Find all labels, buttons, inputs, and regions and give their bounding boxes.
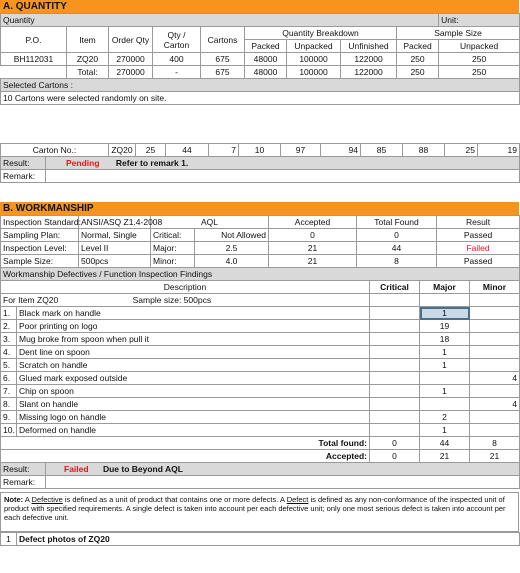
carton-number: 25 bbox=[136, 144, 166, 157]
total-order-qty: 270000 bbox=[109, 66, 153, 79]
defect-row bbox=[1, 385, 520, 398]
sample-size-total-label: Sample size: bbox=[1, 463, 370, 476]
accepted-minor: 21 bbox=[470, 450, 520, 463]
empty-cell bbox=[370, 294, 420, 307]
defect-major[interactable]: 1 bbox=[420, 385, 470, 398]
inspection-level-label: Inspection Level: bbox=[1, 242, 79, 255]
quantity-label: Quantity bbox=[1, 14, 439, 27]
total-found-minor: 8 bbox=[470, 437, 520, 450]
unit-label: Unit: bbox=[439, 14, 520, 27]
defect-number: 3. bbox=[1, 333, 17, 346]
total-unpacked: 100000 bbox=[287, 66, 341, 79]
major-aql: 2.5 bbox=[195, 242, 269, 255]
total-sample-packed: 250 bbox=[397, 66, 439, 79]
defect-critical[interactable] bbox=[370, 346, 420, 359]
defect-major[interactable]: 19 bbox=[420, 320, 470, 333]
definition-note bbox=[0, 492, 519, 532]
header-po: P.O. bbox=[1, 27, 67, 53]
header-item: Item bbox=[67, 27, 109, 53]
defect-number: 9. bbox=[1, 411, 17, 424]
header-breakdown: Quantity Breakdown bbox=[245, 27, 397, 40]
critical-aql: Not Allowed bbox=[195, 229, 269, 242]
carton-item: ZQ20 bbox=[109, 144, 136, 157]
defect-description: Poor printing on logo bbox=[17, 320, 370, 333]
item-cell: ZQ20 bbox=[67, 53, 109, 66]
unfinished-cell: 122000 bbox=[341, 53, 397, 66]
major-header: Major bbox=[420, 281, 470, 294]
defect-row bbox=[1, 346, 520, 359]
major-found: 44 bbox=[357, 242, 437, 255]
defect-minor[interactable] bbox=[470, 333, 520, 346]
accepted-critical: 0 bbox=[370, 450, 420, 463]
for-item-label: For Item ZQ20 bbox=[3, 295, 59, 305]
defect-major[interactable] bbox=[420, 398, 470, 411]
cartons-cell: 675 bbox=[201, 53, 245, 66]
note-label: Note: bbox=[4, 495, 24, 504]
inspection-standard-value: ANSI/ASQ Z1.4-2008 bbox=[79, 216, 151, 229]
carton-number: 25 bbox=[445, 144, 478, 157]
total-cartons: 675 bbox=[201, 66, 245, 79]
minor-found: 8 bbox=[357, 255, 437, 268]
note-defective-term: Defective bbox=[31, 495, 63, 504]
defect-row bbox=[1, 359, 520, 372]
totals-row bbox=[1, 450, 520, 463]
remark-label: Remark: bbox=[1, 170, 46, 183]
defect-minor[interactable] bbox=[470, 385, 520, 398]
quantity-total-row bbox=[1, 66, 520, 79]
total-found-label: Total found: bbox=[1, 437, 370, 450]
major-accepted: 21 bbox=[269, 242, 357, 255]
defect-description: Deformed on handle bbox=[17, 424, 370, 437]
total-found-header: Total Found bbox=[357, 216, 437, 229]
carton-number: 19 bbox=[478, 144, 520, 157]
defect-number: 6. bbox=[1, 372, 17, 385]
findings-title: Workmanship Defectives / Function Inspection Findings bbox=[1, 268, 520, 281]
aql-header: AQL bbox=[151, 216, 269, 229]
remark-field[interactable] bbox=[46, 476, 520, 489]
sampling-plan-value: Normal, Single bbox=[79, 229, 151, 242]
defect-number: 7. bbox=[1, 385, 17, 398]
inspection-standard-label: Inspection Standard: bbox=[1, 216, 79, 229]
sampling-plan-label: Sampling Plan: bbox=[1, 229, 79, 242]
minor-aql: 4.0 bbox=[195, 255, 269, 268]
note-text: A bbox=[24, 495, 30, 504]
defect-description: Mug broke from spoon when pull it bbox=[17, 333, 370, 346]
defect-critical[interactable] bbox=[370, 424, 420, 437]
quantity-result-table bbox=[0, 156, 520, 183]
carton-number: 7 bbox=[209, 144, 239, 157]
result-failed: Failed bbox=[64, 464, 89, 474]
defect-description: Scratch on handle bbox=[17, 359, 370, 372]
sample-unpacked-cell: 250 bbox=[439, 53, 520, 66]
sample-packed-cell: 250 bbox=[397, 53, 439, 66]
total-unfinished: 122000 bbox=[341, 66, 397, 79]
defect-critical[interactable] bbox=[370, 385, 420, 398]
carton-number: 88 bbox=[403, 144, 445, 157]
defect-critical[interactable] bbox=[370, 359, 420, 372]
total-packed: 48000 bbox=[245, 66, 287, 79]
total-found-major: 44 bbox=[420, 437, 470, 450]
defect-minor[interactable] bbox=[470, 359, 520, 372]
result-note: Due to Beyond AQL bbox=[102, 464, 183, 474]
defect-major[interactable]: 1 bbox=[420, 424, 470, 437]
major-label: Major: bbox=[151, 242, 195, 255]
header-sample-unpacked: Unpacked bbox=[439, 40, 520, 53]
critical-result: Passed bbox=[437, 229, 520, 242]
defect-description: Glued mark exposed outside bbox=[17, 372, 370, 385]
defect-description: Slant on handle bbox=[17, 398, 370, 411]
accepted-header: Accepted bbox=[269, 216, 357, 229]
unpacked-cell: 100000 bbox=[287, 53, 341, 66]
photo-title: Defect photos of ZQ20 bbox=[17, 533, 520, 546]
defect-minor[interactable]: 4 bbox=[470, 372, 520, 385]
defect-minor[interactable] bbox=[470, 346, 520, 359]
defect-critical[interactable] bbox=[370, 307, 420, 320]
carton-number: 10 bbox=[239, 144, 281, 157]
po-cell: BH112031 bbox=[1, 53, 67, 66]
remark-field[interactable] bbox=[46, 170, 520, 183]
defect-critical[interactable] bbox=[370, 333, 420, 346]
defect-photos-table bbox=[0, 532, 520, 546]
header-unfinished: Unfinished bbox=[341, 40, 397, 53]
critical-accepted: 0 bbox=[269, 229, 357, 242]
carton-no-label: Carton No.: bbox=[1, 144, 109, 157]
defect-number: 10. bbox=[1, 424, 17, 437]
defect-number: 4. bbox=[1, 346, 17, 359]
selected-cartons-label: Selected Cartons : bbox=[1, 79, 520, 92]
header-cartons: Cartons bbox=[201, 27, 245, 53]
carton-number: 85 bbox=[361, 144, 403, 157]
defect-major[interactable]: 1 bbox=[420, 359, 470, 372]
inspection-level-value: Level II bbox=[79, 242, 151, 255]
qty-carton-cell: 400 bbox=[153, 53, 201, 66]
quantity-table bbox=[0, 13, 520, 105]
section-a-header: A. QUANTITY bbox=[0, 0, 519, 13]
carton-number: 97 bbox=[281, 144, 321, 157]
for-item-cell bbox=[1, 294, 370, 307]
sample-size-critical: 500 bbox=[370, 463, 420, 476]
note-text: is defined as any non-conformance of the inspected unit of product with specified requirements. A single defect is taken into account per each defective unit; only one most serious defect is taken into account per each defective unit. bbox=[4, 495, 506, 522]
defect-number: 8. bbox=[1, 398, 17, 411]
carton-number: 44 bbox=[166, 144, 209, 157]
defect-minor[interactable] bbox=[470, 411, 520, 424]
defect-major-selected[interactable]: 1 bbox=[420, 307, 470, 320]
packed-cell: 48000 bbox=[245, 53, 287, 66]
defect-minor[interactable] bbox=[470, 424, 520, 437]
empty-cell bbox=[420, 294, 470, 307]
defect-minor[interactable] bbox=[470, 320, 520, 333]
defect-major[interactable] bbox=[420, 372, 470, 385]
description-header: Description bbox=[1, 281, 370, 294]
header-packed: Packed bbox=[245, 40, 287, 53]
note-text: is defined as a unit of product that contains one or more defects. A bbox=[64, 495, 285, 504]
critical-label: Critical: bbox=[151, 229, 195, 242]
defect-description: Missing logo on handle bbox=[17, 411, 370, 424]
minor-result: Passed bbox=[437, 255, 520, 268]
note-defect-term: Defect bbox=[286, 495, 309, 504]
quantity-row bbox=[1, 53, 520, 66]
defect-description: Chip on spoon bbox=[17, 385, 370, 398]
defect-critical[interactable] bbox=[370, 411, 420, 424]
remark-label: Remark: bbox=[1, 476, 46, 489]
empty-cell bbox=[1, 66, 67, 79]
selected-cartons-note: 10 Cartons were selected randomly on site. bbox=[1, 92, 520, 105]
defect-major[interactable]: 1 bbox=[420, 346, 470, 359]
result-label: Result: bbox=[1, 157, 46, 170]
defect-row bbox=[1, 411, 520, 424]
defect-minor[interactable] bbox=[470, 307, 520, 320]
critical-header: Critical bbox=[370, 281, 420, 294]
carton-number: 94 bbox=[321, 144, 361, 157]
header-qty-carton: Qty / Carton bbox=[153, 27, 201, 53]
minor-header: Minor bbox=[470, 281, 520, 294]
findings-table bbox=[0, 267, 520, 476]
major-result: Failed bbox=[437, 242, 520, 255]
defect-row bbox=[1, 398, 520, 411]
defect-critical[interactable] bbox=[370, 320, 420, 333]
minor-label: Minor: bbox=[151, 255, 195, 268]
defect-row bbox=[1, 424, 520, 437]
header-order-qty: Order Qty bbox=[109, 27, 153, 53]
defect-row bbox=[1, 320, 520, 333]
defect-major[interactable]: 2 bbox=[420, 411, 470, 424]
defect-minor[interactable]: 4 bbox=[470, 398, 520, 411]
defect-number: 2. bbox=[1, 320, 17, 333]
totals-row bbox=[1, 437, 520, 450]
photo-number: 1 bbox=[1, 533, 17, 546]
carton-numbers-table bbox=[0, 143, 520, 157]
defect-description: Black mark on handle bbox=[17, 307, 370, 320]
defect-critical[interactable] bbox=[370, 372, 420, 385]
header-sample-size: Sample Size bbox=[397, 27, 520, 40]
sample-size-label: Sample Size: bbox=[1, 255, 79, 268]
sample-size-major: 500 bbox=[420, 463, 470, 476]
defect-number: 5. bbox=[1, 359, 17, 372]
total-qty-carton: - bbox=[153, 66, 201, 79]
minor-accepted: 21 bbox=[269, 255, 357, 268]
workmanship-result-table bbox=[0, 462, 520, 489]
header-unpacked: Unpacked bbox=[287, 40, 341, 53]
result-header: Result bbox=[437, 216, 520, 229]
result-pending: Pending bbox=[66, 158, 100, 168]
defect-description: Dent line on spoon bbox=[17, 346, 370, 359]
accepted-label: Accepted: bbox=[1, 450, 370, 463]
result-label: Result: bbox=[1, 463, 46, 476]
result-note: Refer to remark 1. bbox=[115, 158, 189, 168]
defect-row bbox=[1, 307, 520, 320]
aql-table bbox=[0, 215, 520, 268]
defect-major[interactable]: 18 bbox=[420, 333, 470, 346]
total-sample-unpacked: 250 bbox=[439, 66, 520, 79]
critical-found: 0 bbox=[357, 229, 437, 242]
section-b-header: B. WORKMANSHIP bbox=[0, 202, 519, 215]
sample-size-value: 500pcs bbox=[79, 255, 151, 268]
sample-size-minor: 315 bbox=[470, 463, 520, 476]
findings-sample-size: Sample size: 500pcs bbox=[132, 295, 212, 305]
empty-cell bbox=[470, 294, 520, 307]
accepted-major: 21 bbox=[420, 450, 470, 463]
defect-row bbox=[1, 372, 520, 385]
carton-numbers-row bbox=[1, 144, 520, 157]
defect-number: 1. bbox=[1, 307, 17, 320]
total-label: Total: bbox=[67, 66, 109, 79]
defect-critical[interactable] bbox=[370, 398, 420, 411]
order-qty-cell: 270000 bbox=[109, 53, 153, 66]
total-found-critical: 0 bbox=[370, 437, 420, 450]
header-sample-packed: Packed bbox=[397, 40, 439, 53]
defect-row bbox=[1, 333, 520, 346]
